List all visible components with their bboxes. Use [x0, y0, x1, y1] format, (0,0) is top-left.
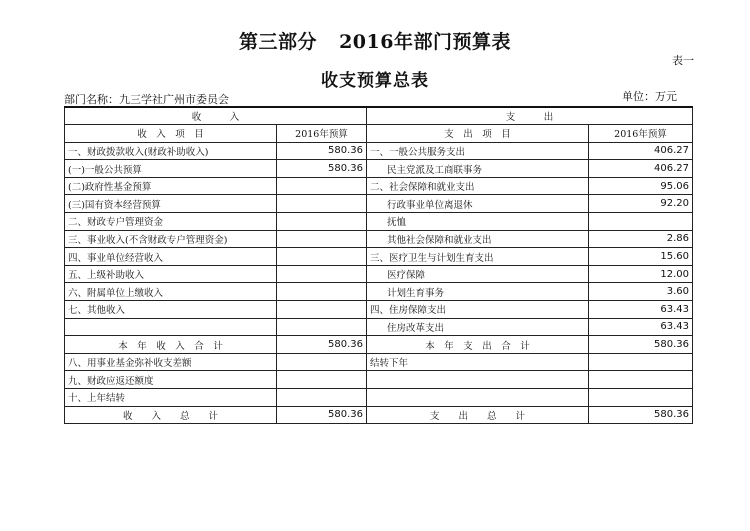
income-item-cell: (二)政府性基金预算 — [65, 177, 277, 195]
expense-value-cell: 406.27 — [589, 160, 693, 178]
expense-value-cell: 15.60 — [589, 248, 693, 266]
table-row — [65, 301, 693, 319]
table-row — [65, 160, 693, 178]
income-item-cell: 一、财政拨款收入(财政补助收入) — [65, 142, 277, 160]
expense-grand-total-label: 支 出 总 计 — [367, 406, 589, 424]
income-item-cell: 二、财政专户管理资金 — [65, 213, 277, 231]
part-label: 第三部分 — [239, 31, 318, 53]
income-value-cell — [277, 177, 367, 195]
expense-item-cell — [367, 371, 589, 389]
table-row — [65, 230, 693, 248]
expense-value-cell: 92.20 — [589, 195, 693, 213]
expense-year-total-value: 580.36 — [589, 336, 693, 354]
expense-item-cell: 四、住房保障支出 — [367, 301, 589, 319]
income-budget-header: 2016年预算 — [277, 125, 367, 143]
expense-section-header: 支 出 — [367, 107, 693, 125]
section-header-row — [65, 107, 693, 125]
page-title — [0, 27, 750, 54]
income-value-cell — [277, 353, 367, 371]
table-row — [65, 371, 693, 389]
income-grand-total-value: 580.36 — [277, 406, 367, 424]
income-value-cell — [277, 265, 367, 283]
budget-table — [64, 106, 693, 424]
income-value-cell — [277, 389, 367, 407]
income-item-cell: (三)国有资本经营预算 — [65, 195, 277, 213]
expense-value-cell: 406.27 — [589, 142, 693, 160]
expense-value-cell — [589, 389, 693, 407]
expense-item-cell: 医疗保障 — [367, 265, 589, 283]
table-row — [65, 213, 693, 231]
expense-value-cell: 95.06 — [589, 177, 693, 195]
table-row — [65, 142, 693, 160]
income-value-cell — [277, 195, 367, 213]
income-item-cell: 八、用事业基金弥补收支差额 — [65, 353, 277, 371]
income-item-header: 收 入 项 目 — [65, 125, 277, 143]
income-item-cell: 四、事业单位经营收入 — [65, 248, 277, 266]
expense-value-cell: 63.43 — [589, 301, 693, 319]
grand-total-row — [65, 406, 693, 424]
expense-item-cell: 抚恤 — [367, 213, 589, 231]
income-value-cell — [277, 283, 367, 301]
expense-item-cell: 一、一般公共服务支出 — [367, 142, 589, 160]
expense-item-cell: 计划生育事务 — [367, 283, 589, 301]
year-total-row — [65, 336, 693, 354]
table-row — [65, 389, 693, 407]
income-value-cell: 580.36 — [277, 142, 367, 160]
income-value-cell — [277, 230, 367, 248]
expense-value-cell: 3.60 — [589, 283, 693, 301]
income-value-cell: 580.36 — [277, 160, 367, 178]
income-value-cell — [277, 301, 367, 319]
income-year-total-label: 本 年 收 入 合 计 — [65, 336, 277, 354]
table-row — [65, 283, 693, 301]
table-row — [65, 265, 693, 283]
expense-item-cell: 民主党派及工商联事务 — [367, 160, 589, 178]
income-item-cell: (一)一般公共预算 — [65, 160, 277, 178]
income-item-cell: 七、其他收入 — [65, 301, 277, 319]
income-value-cell — [277, 248, 367, 266]
table-subtitle: 收支预算总表 — [321, 71, 429, 91]
expense-value-cell: 2.86 — [589, 230, 693, 248]
expense-budget-header: 2016年预算 — [589, 125, 693, 143]
expense-value-cell: 63.43 — [589, 318, 693, 336]
income-value-cell — [277, 213, 367, 231]
table-number: 表一 — [672, 54, 694, 67]
expense-grand-total-value: 580.36 — [589, 406, 693, 424]
income-item-cell: 五、上级补助收入 — [65, 265, 277, 283]
budget-title: 2016年部门预算表 — [339, 31, 511, 53]
column-header-row — [65, 125, 693, 143]
expense-value-cell — [589, 213, 693, 231]
table-row — [65, 177, 693, 195]
unit-label: 单位：万元 — [622, 90, 677, 103]
table-row — [65, 353, 693, 371]
table-row — [65, 318, 693, 336]
expense-item-cell: 结转下年 — [367, 353, 589, 371]
income-item-cell: 十、上年结转 — [65, 389, 277, 407]
expense-value-cell: 12.00 — [589, 265, 693, 283]
expense-value-cell — [589, 371, 693, 389]
expense-item-cell: 住房改革支出 — [367, 318, 589, 336]
expense-year-total-label: 本 年 支 出 合 计 — [367, 336, 589, 354]
income-grand-total-label: 收 入 总 计 — [65, 406, 277, 424]
expense-item-header: 支 出 项 目 — [367, 125, 589, 143]
income-item-cell: 九、财政应返还额度 — [65, 371, 277, 389]
income-item-cell: 三、事业收入(不含财政专户管理资金) — [65, 230, 277, 248]
income-item-cell: 六、附属单位上缴收入 — [65, 283, 277, 301]
expense-item-cell: 行政事业单位离退休 — [367, 195, 589, 213]
income-year-total-value: 580.36 — [277, 336, 367, 354]
expense-item-cell: 其他社会保障和就业支出 — [367, 230, 589, 248]
expense-item-cell — [367, 389, 589, 407]
income-item-cell — [65, 318, 277, 336]
table-row — [65, 248, 693, 266]
income-value-cell — [277, 371, 367, 389]
income-value-cell — [277, 318, 367, 336]
expense-item-cell: 二、社会保障和就业支出 — [367, 177, 589, 195]
expense-value-cell — [589, 353, 693, 371]
table-row — [65, 195, 693, 213]
income-section-header: 收 入 — [65, 107, 367, 125]
department-name: 部门名称：九三学社广州市委员会 — [64, 93, 229, 106]
expense-item-cell: 三、医疗卫生与计划生育支出 — [367, 248, 589, 266]
